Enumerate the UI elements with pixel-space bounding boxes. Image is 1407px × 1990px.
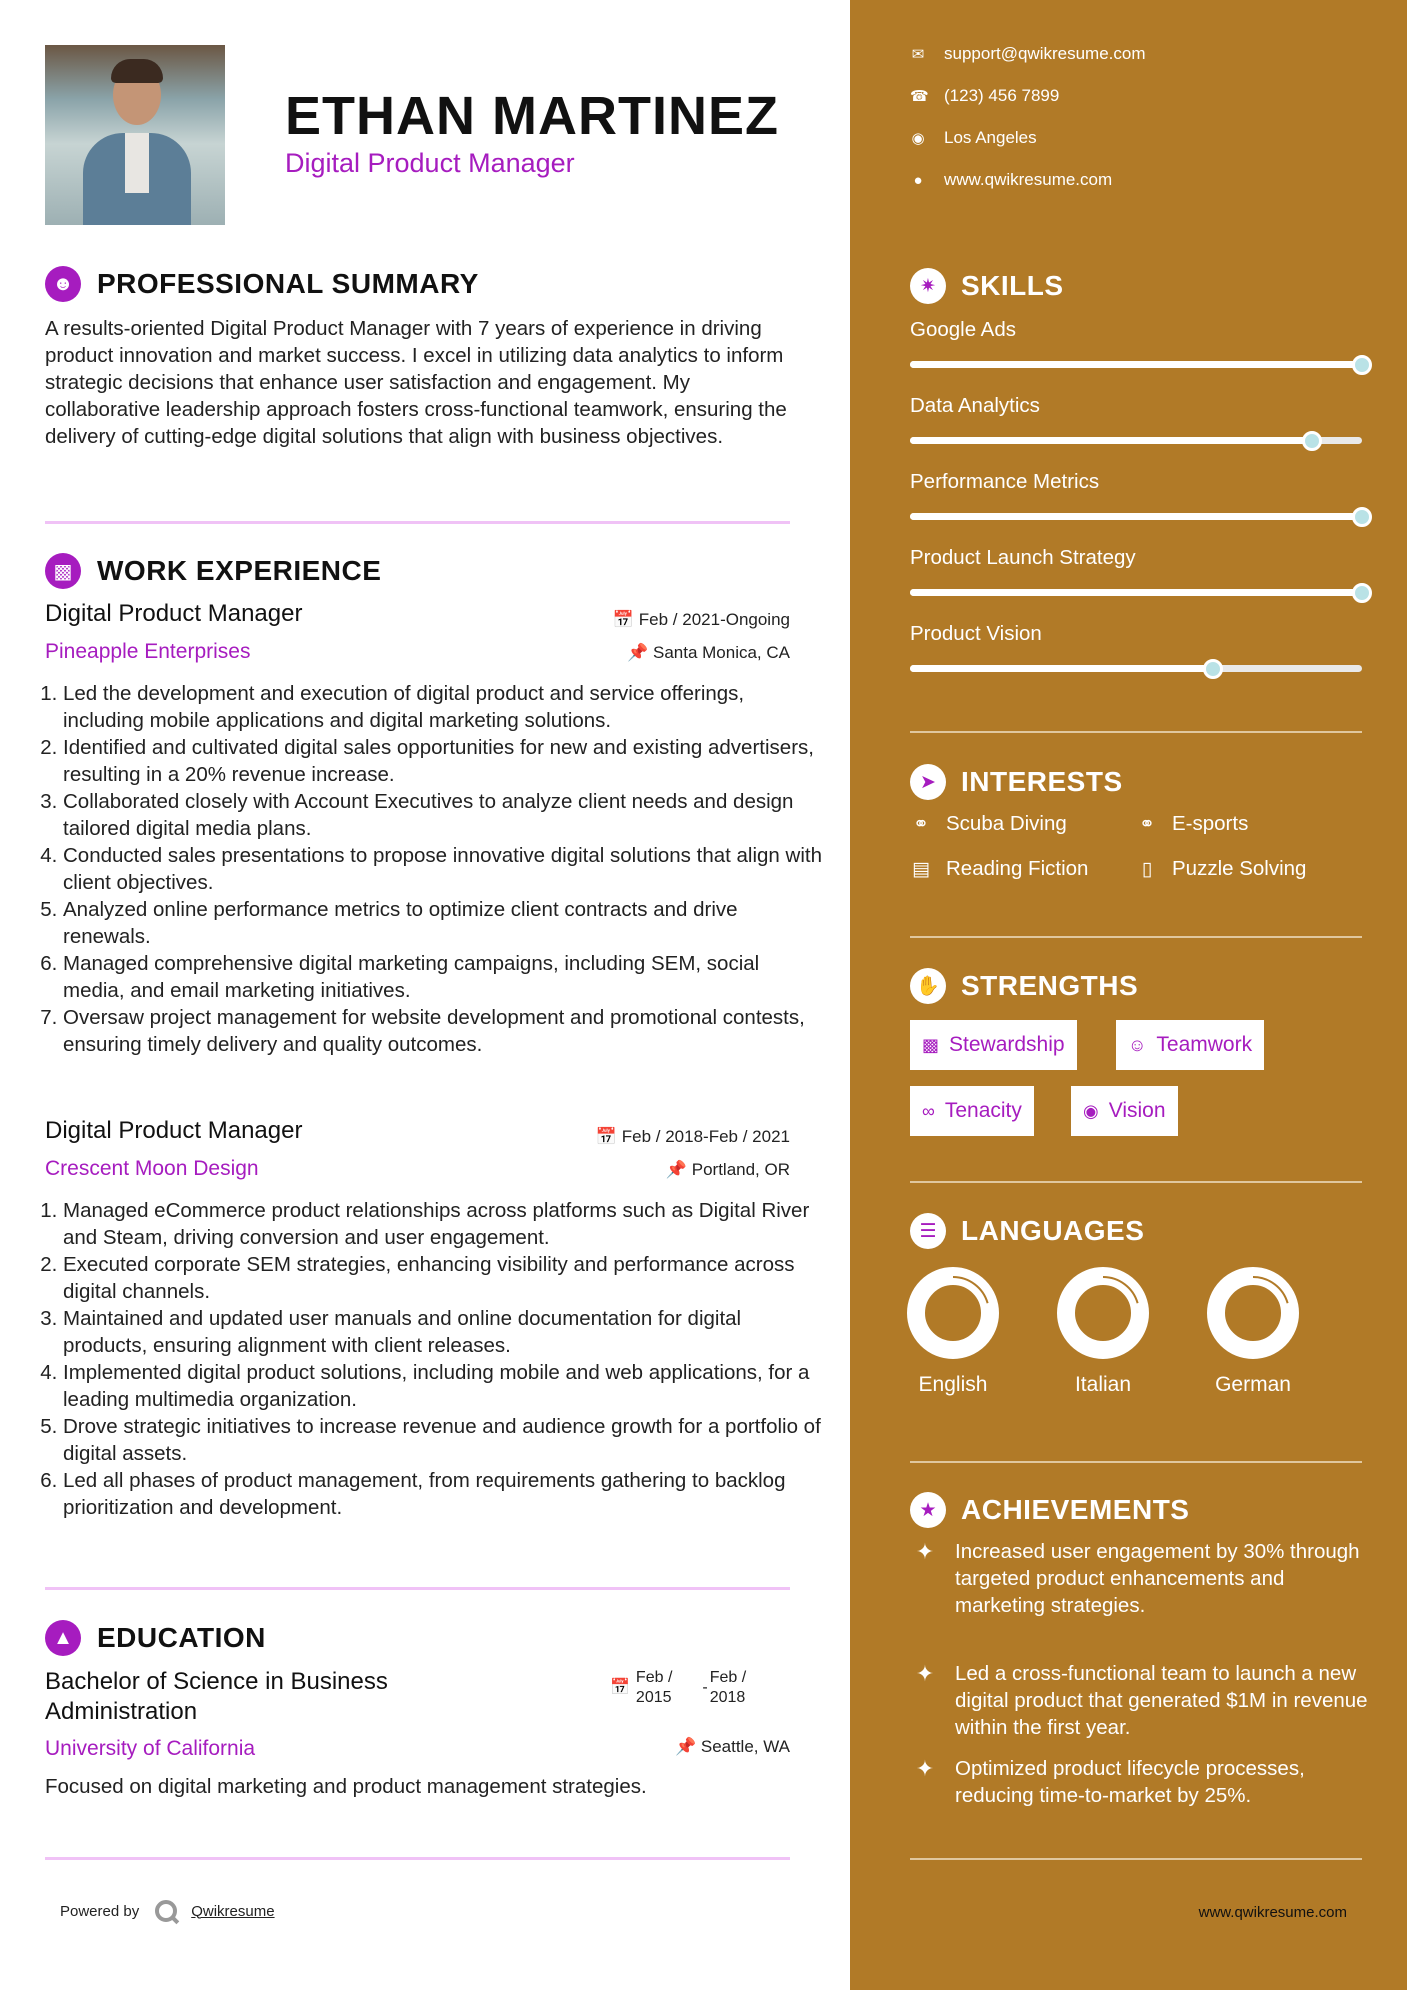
language-donut: [1055, 1265, 1151, 1361]
list-item: 5. Analyzed online performance metrics to optimize client contracts and drive renewals.: [63, 896, 825, 950]
education-description: Focused on digital marketing and product management strategies.: [45, 1775, 647, 1798]
list-item: 6. Managed comprehensive digital marketing campaigns, including SEM, social media, and email marketing initiatives.: [63, 950, 825, 1004]
school-name: University of California: [45, 1737, 256, 1760]
skill-level-knob: [1203, 659, 1223, 679]
qwikresume-logo-icon: [155, 1900, 177, 1922]
section-divider: [910, 731, 1362, 733]
star-icon: ✦: [915, 1539, 935, 1564]
language-name: English: [918, 1373, 988, 1396]
list-item: 1. Managed eCommerce product relationships across platforms such as Digital River and Steam, driving conversion and user engagement.: [63, 1197, 825, 1251]
gamepad-icon: ▤: [912, 858, 930, 880]
interests-header: [910, 764, 1123, 800]
job-title: Digital Product Manager: [45, 1117, 303, 1144]
pin-icon: 📌: [674, 1737, 697, 1756]
users-icon: ☺: [1128, 1034, 1147, 1055]
life-ring-icon: ⚭: [913, 813, 929, 835]
graduation-cap-icon: ▲: [45, 1620, 81, 1656]
skill-bar: [910, 513, 1362, 520]
interest-item: ⚭ E-sports: [1136, 812, 1248, 836]
strength-chip: ◉ Vision: [1071, 1086, 1178, 1136]
envelope-icon: ✉: [911, 46, 925, 63]
job-duties: [38, 680, 825, 1058]
section-divider: [910, 1181, 1362, 1183]
list-item: 2. Executed corporate SEM strategies, enhancing visibility and performance across digital channels.: [63, 1251, 825, 1305]
calendar-icon: 📅: [595, 1127, 618, 1146]
job-location: 📌 Portland, OR: [665, 1160, 790, 1179]
section-divider: [45, 1587, 790, 1590]
language-name: German: [1215, 1373, 1291, 1396]
candidate-title: Digital Product Manager: [285, 148, 575, 178]
section-divider: [45, 1857, 790, 1860]
list-item: 2. Identified and cultivated digital sales opportunities for new and existing advertisers, resulting in a 20% revenue increase.: [63, 734, 825, 788]
summary-text: A results-oriented Digital Product Manager with 7 years of experience in driving product innovation and market success. I excel in utilizing data analytics to inform strategic decisions that enhance user satisfaction and engagement. My collaborative leadership approach fosters cross-functional teamwork, ensuring the delivery of cutting-edge digital solutions that align with business objectives.: [45, 317, 787, 448]
link-icon: ∞: [922, 1100, 935, 1121]
list-item: 1. Led the development and execution of digital product and service offerings, including mobile applications and digital marketing solutions.: [63, 680, 825, 734]
list-item: 5. Drove strategic initiatives to increase revenue and audience growth for a portfolio of digital assets.: [63, 1413, 825, 1467]
calendar-icon: 📅: [612, 610, 635, 629]
language-item: [1188, 1265, 1318, 1397]
calendar-icon: 📅: [610, 1679, 630, 1696]
skill-label: Performance Metrics: [910, 470, 1100, 493]
skill-label: Google Ads: [910, 318, 1016, 341]
section-divider: [910, 1858, 1362, 1860]
interest-item: ⚭ Scuba Diving: [910, 812, 1067, 836]
map-marker-icon: ◉: [911, 130, 925, 147]
skill-bar-fill: [910, 589, 1362, 596]
skill-bar: [910, 361, 1362, 368]
lightbulb-icon: ✷: [910, 268, 946, 304]
experience-header: [45, 553, 381, 589]
language-item: [888, 1265, 1018, 1397]
briefcase-icon: ▩: [922, 1034, 940, 1055]
section-divider: [910, 1461, 1362, 1463]
job-title: Digital Product Manager: [45, 600, 303, 627]
language-item: [1038, 1265, 1168, 1397]
strengths-heading: STRENGTHS: [961, 970, 1139, 1001]
language-donut: [905, 1265, 1001, 1361]
section-divider: [910, 936, 1362, 938]
contact-email[interactable]: ✉ support@qwikresume.com: [911, 44, 1146, 63]
achievements-heading: ACHIEVEMENTS: [961, 1494, 1190, 1525]
skill-label: Product Vision: [910, 622, 1042, 645]
life-ring-icon: ⚭: [1139, 813, 1155, 835]
contact-website[interactable]: ● www.qwikresume.com: [910, 170, 1112, 190]
summary-heading: PROFESSIONAL SUMMARY: [97, 268, 479, 299]
star-icon: ✦: [915, 1661, 935, 1686]
profile-photo: [45, 45, 225, 225]
interest-item: ▯ Puzzle Solving: [1136, 857, 1306, 881]
paper-plane-icon: ➤: [910, 764, 946, 800]
strength-chip: ∞ Tenacity: [910, 1086, 1034, 1136]
skill-bar: [910, 665, 1362, 672]
skill-level-knob: [1352, 583, 1372, 603]
sidebar: [850, 0, 1407, 1990]
job-duties: [38, 1197, 825, 1521]
job-company: Pineapple Enterprises: [45, 640, 251, 663]
skills-heading: SKILLS: [961, 270, 1064, 301]
binoculars-icon: ◉: [1083, 1100, 1099, 1121]
interests-heading: INTERESTS: [961, 766, 1123, 797]
list-item: 3. Collaborated closely with Account Executives to analyze client needs and design tailored digital media plans.: [63, 788, 825, 842]
education-heading: EDUCATION: [97, 1622, 266, 1653]
skill-level-knob: [1352, 507, 1372, 527]
job-dates: 📅 Feb / 2021-Ongoing: [612, 610, 790, 629]
strength-chip: ▩ Stewardship: [910, 1020, 1077, 1070]
language-icon: ☰: [910, 1213, 946, 1249]
globe-icon: ●: [913, 171, 923, 189]
star-icon: ✦: [915, 1756, 935, 1781]
achievements-header: [910, 1492, 1189, 1528]
skill-bar: [910, 589, 1362, 596]
briefcase-icon: ▩: [45, 553, 81, 589]
skill-level-knob: [1302, 431, 1322, 451]
footer-site[interactable]: www.qwikresume.com: [1198, 1904, 1347, 1921]
skill-bar-fill: [910, 665, 1213, 672]
job-dates: 📅 Feb / 2018-Feb / 2021: [595, 1127, 790, 1146]
footer-powered-by: Powered by Qwikresume: [60, 1900, 275, 1922]
summary-header: [45, 266, 479, 302]
skill-label: Data Analytics: [910, 394, 1040, 417]
contact-location: ◉ Los Angeles: [911, 128, 1037, 147]
school-location: 📌 Seattle, WA: [674, 1737, 790, 1756]
brand-link[interactable]: Qwikresume: [191, 1902, 275, 1920]
interest-item: ▤ Reading Fiction: [910, 857, 1088, 881]
language-name: Italian: [1074, 1373, 1132, 1396]
achievement-item: ✦ Optimized product lifecycle processes, reducing time-to-market by 25%.: [910, 1755, 1370, 1809]
strength-chip: ☺ Teamwork: [1116, 1020, 1264, 1070]
achievement-item: ✦ Increased user engagement by 30% through targeted product enhancements and marketing strategies.: [910, 1538, 1370, 1619]
achievement-item: ✦ Led a cross-functional team to launch a new digital product that generated $1M in revenue within the first year.: [910, 1660, 1370, 1741]
job-location: 📌 Santa Monica, CA: [627, 643, 790, 662]
list-item: 4. Implemented digital product solutions, including mobile and web applications, for a leading multimedia organization.: [63, 1359, 825, 1413]
job-company: Crescent Moon Design: [45, 1157, 259, 1180]
language-donut: [1205, 1265, 1301, 1361]
pin-icon: 📌: [627, 643, 649, 662]
book-icon: ▯: [1141, 858, 1153, 880]
languages-header: [910, 1213, 1144, 1249]
list-item: 7. Oversaw project management for website development and promotional contests, ensuring timely delivery and quality outcomes.: [63, 1004, 825, 1058]
skill-bar-fill: [910, 437, 1312, 444]
section-divider: [45, 521, 790, 524]
list-item: 3. Maintained and updated user manuals and online documentation for digital products, ensuring alignment with client releases.: [63, 1305, 825, 1359]
skill-bar: [910, 437, 1362, 444]
phone-icon: ☎: [910, 88, 929, 105]
candidate-name: ETHAN MARTINEZ: [285, 86, 779, 146]
skills-header: [910, 268, 1064, 304]
experience-heading: WORK EXPERIENCE: [97, 555, 382, 586]
user-icon: ☻: [45, 266, 81, 302]
education-dates: 📅 Feb / 2015 - Feb / 2018: [610, 1669, 747, 1706]
skill-level-knob: [1352, 355, 1372, 375]
skill-bar-fill: [910, 361, 1362, 368]
fist-icon: ✋: [910, 968, 946, 1004]
skill-label: Product Launch Strategy: [910, 546, 1136, 569]
list-item: 4. Conducted sales presentations to propose innovative digital solutions that align with client objectives.: [63, 842, 825, 896]
strengths-header: [910, 968, 1138, 1004]
star-icon: ★: [910, 1492, 946, 1528]
skill-bar-fill: [910, 513, 1362, 520]
contact-phone: ☎ (123) 456 7899: [910, 86, 1060, 105]
pin-icon: 📌: [665, 1160, 687, 1179]
list-item: 6. Led all phases of product management, from requirements gathering to backlog prioritization and development.: [63, 1467, 825, 1521]
languages-heading: LANGUAGES: [961, 1215, 1145, 1246]
degree-title: Bachelor of Science in Business Administration: [45, 1668, 388, 1725]
education-header: [45, 1620, 266, 1656]
